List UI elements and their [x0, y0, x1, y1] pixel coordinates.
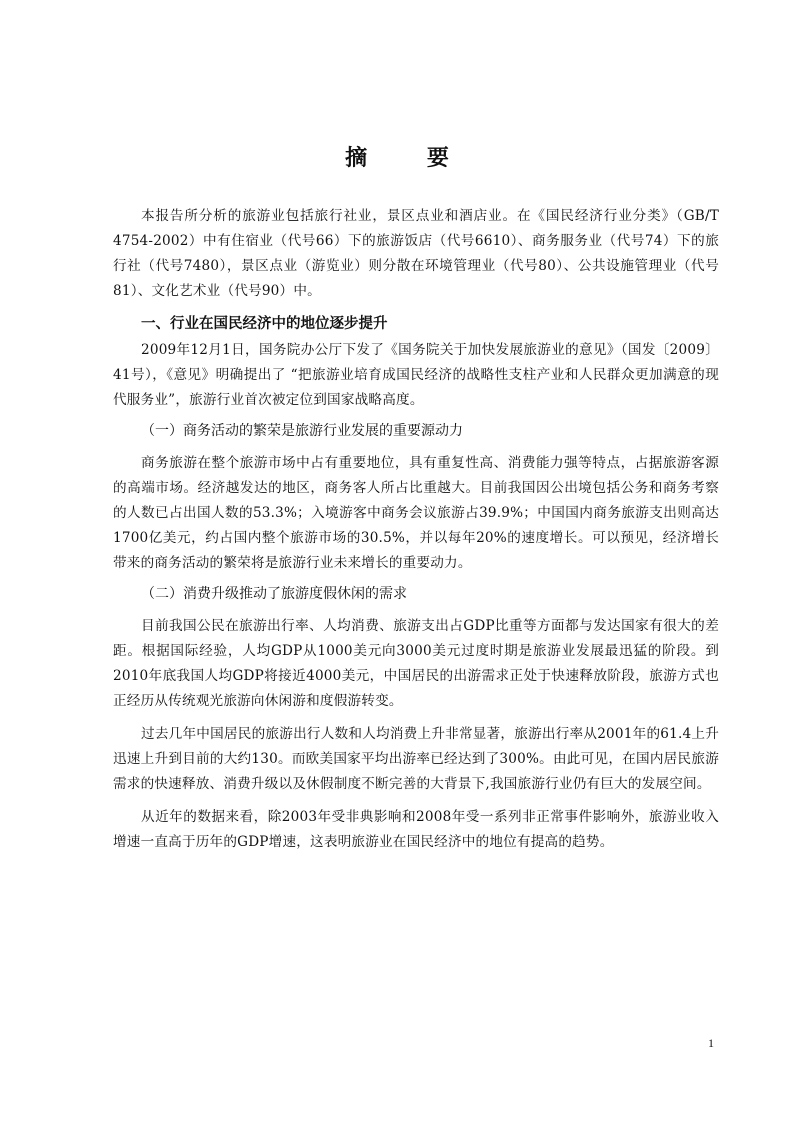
subsection-heading-2: （二）消费升级推动了旅游度假休闲的需求	[141, 586, 407, 602]
page-number: 1	[708, 1036, 714, 1050]
subsection1-paragraph: 商务旅游在整个旅游市场中占有重要地位，具有重复性高、消费能力强等特点，占据旅游客源的高端市场。经济越发达的地区，商务客人所占比重越大。目前我国因公出境包括公务和商务考察的人数已占出国人数的53.3%；入境游客中商务会议旅游占39.9%；中国国内商务旅游支出则高达1700亿美元，约占国内整个旅游市场的30.5%，并以每年20%的速度增长。可以预见，经济增长带来的商务活动的繁荣将是旅游行业未来增长的重要动力。	[113, 455, 719, 571]
document-body	[113, 204, 719, 855]
section1-paragraph: 2009年12月1日，国务院办公厅下发了《国务院关于加快发展旅游业的意见》（国发〔2009〕41号），《意见》明确提出了 “把旅游业培育成国民经济的战略性支柱产业和人民群众更加满意的现代服务业”，旅游行业首次被定位到国家战略高度。	[113, 342, 719, 408]
subsection2-paragraph-3: 从近年的数据来看，除2003年受非典影响和2008年受一系列非正常事件影响外，旅游业收入增速一直高于历年的GDP增速，这表明旅游业在国民经济中的地位有提高的趋势。	[113, 809, 719, 850]
intro-paragraph: 本报告所分析的旅游业包括旅行社业，景区点业和酒店业。在《国民经济行业分类》（GB/T 4754-2002）中有住宿业（代号66）下的旅游饭店（代号6610）、商务服务业（代号74）下的旅行社（代号7480），景区点业（游览业）则分散在环境管理业（代号80）、公共设施管理业（代号81）、文化艺术业（代号90）中。	[113, 208, 719, 299]
subsection-heading-1: （一）商务活动的繁荣是旅游行业发展的重要源动力	[141, 423, 463, 439]
page-title: 摘 要	[345, 145, 475, 171]
subsection2-paragraph-1: 目前我国公民在旅游出行率、人均消费、旅游支出占GDP比重等方面都与发达国家有很大的差距。根据国际经验，人均GDP从1000美元向3000美元过度时期是旅游业发展最迅猛的阶段。到2010年底我国人均GDP将接近4000美元，中国居民的出游需求正处于快速释放阶段，旅游方式也正经历从传统观光旅游向休闲游和度假游转变。	[113, 618, 719, 709]
section-heading-1: 一、行业在国民经济中的地位逐步提升	[141, 316, 388, 332]
subsection2-paragraph-2: 过去几年中国居民的旅游出行人数和人均消费上升非常显著，旅游出行率从2001年的61.4上升迅速上升到目前的大约130。而欧美国家平均出游率已经达到了300%。由此可见，在国内居民旅游需求的快速释放、消费升级以及休假制度不断完善的大背景下,我国旅游行业仍有巨大的发展空间。	[113, 726, 720, 792]
